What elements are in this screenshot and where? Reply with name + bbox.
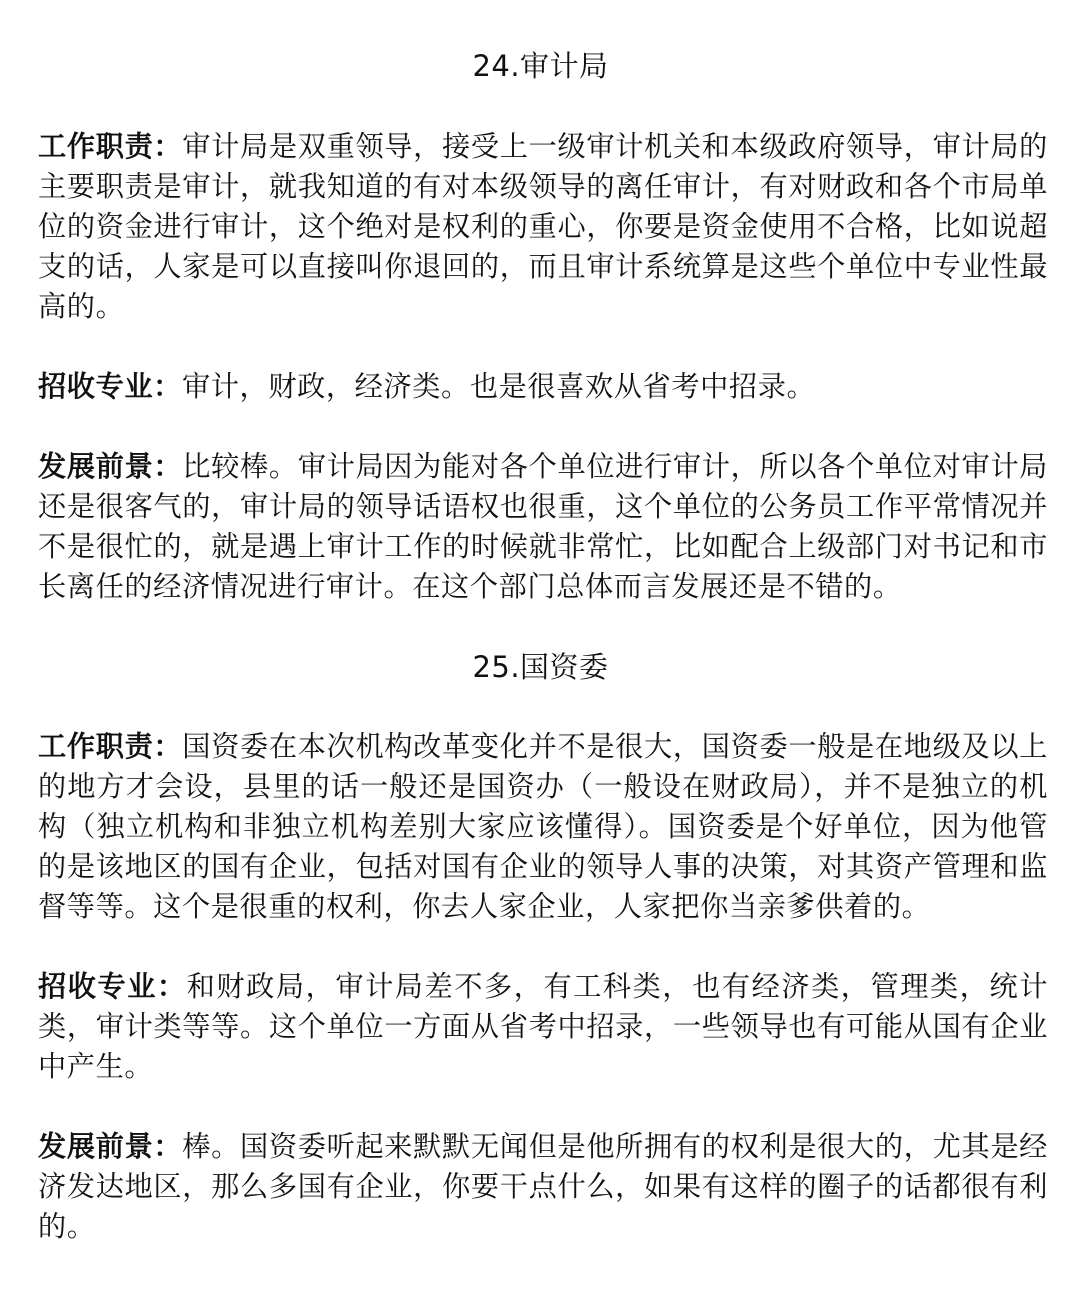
majors-label: 招收专业： <box>38 370 182 403</box>
prospects-label: 发展前景： <box>38 450 183 483</box>
audit-majors-paragraph <box>38 367 1048 407</box>
section-heading-sasac: 25.国资委 <box>472 650 609 684</box>
duties-text: 国资委在本次机构改革变化并不是很大，国资委一般是在地级及以上的地方才会设，县里的话一般还是国资办（一般设在财政局），并不是独立的机构（独立机构和非独立机构差别大家应该懂得）。国资委是个好单位，因为他管的是该地区的国有企业，包括对国有企业的领导人事的决策，对其资产管理和监督等等。这个是很重的权利，你去人家企业，人家把你当亲爹供着的。 <box>38 730 1048 923</box>
prospects-label: 发展前景： <box>38 1130 183 1163</box>
prospects-text: 棒。国资委听起来默默无闻但是他所拥有的权利是很大的，尤其是经济发达地区，那么多国有企业，你要干点什么，如果有这样的圈子的话都很有利的。 <box>38 1130 1048 1243</box>
majors-label: 招收专业： <box>38 970 187 1003</box>
section-heading-audit-bureau: 24.审计局 <box>472 49 609 83</box>
audit-prospects-paragraph <box>38 447 1048 607</box>
sasac-majors-paragraph <box>38 967 1048 1087</box>
majors-text: 审计，财政，经济类。也是很喜欢从省考中招录。 <box>181 370 816 403</box>
prospects-text: 比较棒。审计局因为能对各个单位进行审计，所以各个单位对审计局还是很客气的，审计局的领导话语权也很重，这个单位的公务员工作平常情况并不是很忙的，就是遇上审计工作的时候就非常忙，比如配合上级部门对书记和市长离任的经济情况进行审计。在这个部门总体而言发展还是不错的。 <box>38 450 1048 603</box>
duties-label: 工作职责： <box>38 730 183 763</box>
audit-duties-paragraph <box>38 127 1048 327</box>
duties-text: 审计局是双重领导，接受上一级审计机关和本级政府领导，审计局的主要职责是审计，就我知道的有对本级领导的离任审计，有对财政和各个市局单位的资金进行审计，这个绝对是权利的重心，你要是资金使用不合格，比如说超支的话，人家是可以直接叫你退回的，而且审计系统算是这些个单位中专业性最高的。 <box>38 130 1048 323</box>
duties-label: 工作职责： <box>38 130 183 163</box>
sasac-duties-paragraph <box>38 727 1048 927</box>
sasac-prospects-paragraph <box>38 1127 1048 1247</box>
majors-text: 和财政局，审计局差不多，有工科类，也有经济类，管理类，统计类，审计类等等。这个单位一方面从省考中招录，一些领导也有可能从国有企业中产生。 <box>38 970 1048 1083</box>
